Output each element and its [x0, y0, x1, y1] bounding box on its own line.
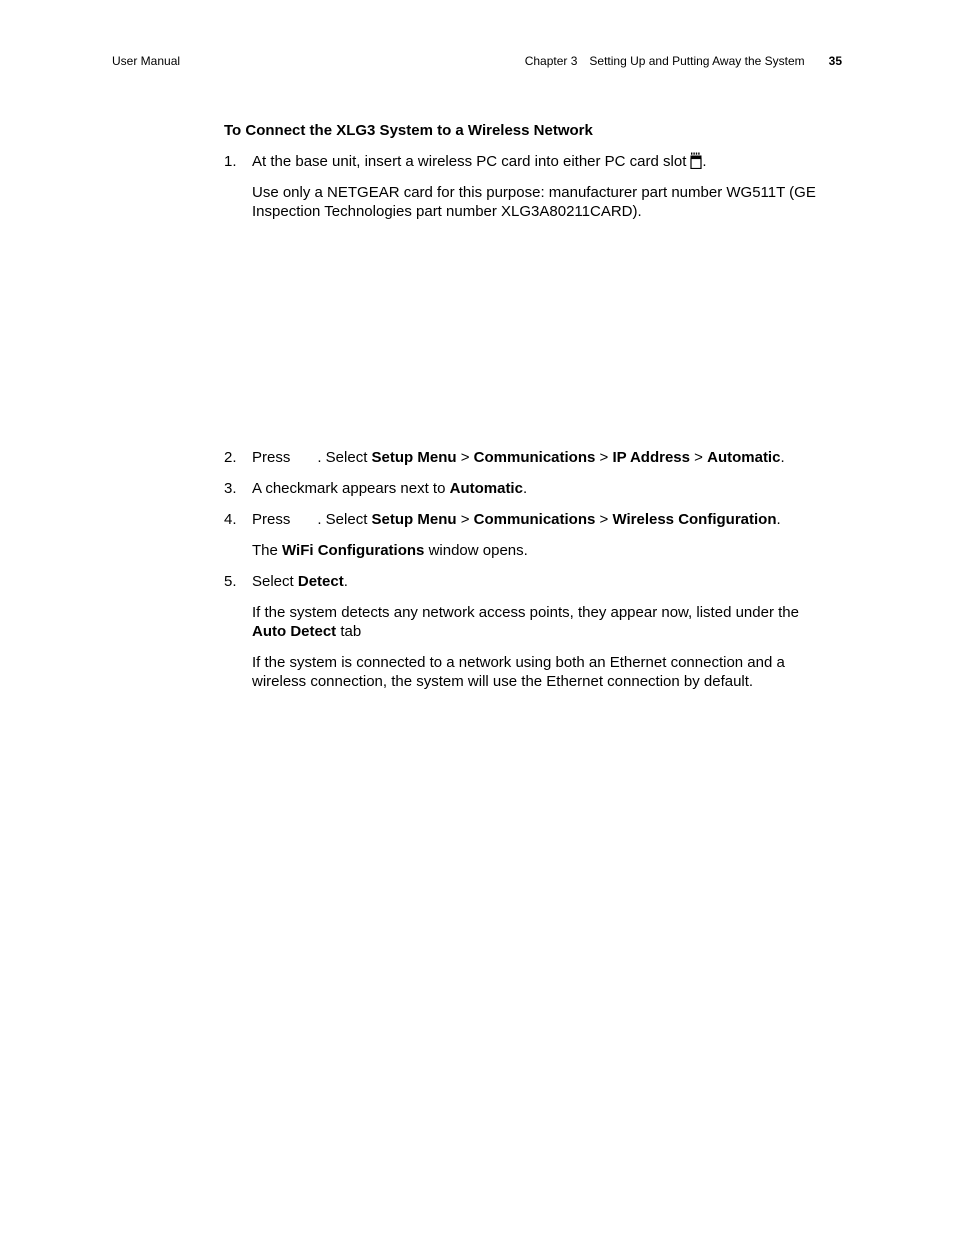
step-end: . [702, 153, 707, 170]
step-text: Select [252, 573, 294, 590]
menu-wireless-configuration: Wireless Configuration [612, 511, 777, 528]
header-chapter-title: Setting Up and Putting Away the System [589, 54, 805, 68]
menu-ip-address: IP Address [612, 449, 690, 466]
step-5-note-2: If the system is connected to a network using both an Ethernet connection and a wireless connection, the system will use the Ethernet connection by default. [252, 654, 785, 690]
menu-automatic: Automatic [707, 449, 781, 466]
step-2 [224, 448, 824, 467]
step-number: 4. [224, 511, 237, 528]
menu-separator: > [599, 449, 609, 466]
step-1 [224, 152, 824, 171]
menu-separator: > [460, 511, 470, 528]
step-select: . Select [317, 511, 368, 528]
header-chapter-info [525, 53, 842, 69]
step-end: . [522, 480, 528, 497]
step-press: Press [252, 511, 291, 528]
step-5 [224, 572, 824, 591]
page-number: 35 [828, 54, 842, 68]
menu-separator: > [694, 449, 703, 466]
step-4 [224, 510, 824, 529]
menu-setup: Setup Menu [371, 449, 457, 466]
note-text: The [252, 542, 278, 559]
step-3 [224, 479, 824, 498]
automatic-label: Automatic [449, 480, 523, 497]
menu-separator: > [599, 511, 609, 528]
page-header [112, 53, 842, 69]
header-chapter: Chapter 3 [524, 54, 578, 68]
step-5-note-1 [224, 603, 824, 641]
pc-card-slot-icon [690, 152, 702, 169]
menu-communications: Communications [473, 511, 596, 528]
note-text: window opens. [428, 542, 528, 559]
step-press: Press [252, 449, 291, 466]
detect-label: Detect [297, 573, 344, 590]
step-end: . [343, 573, 348, 590]
step-end: . [780, 449, 785, 466]
menu-setup: Setup Menu [371, 511, 457, 528]
wifi-configurations-label: WiFi Configurations [282, 542, 425, 559]
step-text: At the base unit, insert a wireless PC card into either PC card slot [252, 153, 687, 170]
step-4-note [224, 541, 824, 560]
step-number: 5. [224, 573, 237, 590]
note-text: If the system detects any network access points, they appear now, listed under the [252, 604, 799, 621]
procedure-title: To Connect the XLG3 System to a Wireless Network [224, 122, 593, 139]
step-text: A checkmark appears next to [252, 480, 446, 497]
step-number: 1. [224, 153, 237, 170]
step-number: 2. [224, 449, 237, 466]
step-select: . Select [317, 449, 368, 466]
figure-space [224, 233, 824, 448]
page-body [224, 121, 824, 703]
menu-separator: > [460, 449, 470, 466]
menu-communications: Communications [473, 449, 596, 466]
auto-detect-label: Auto Detect [252, 623, 337, 640]
note-text: tab [340, 623, 362, 640]
header-manual-title: User Manual [112, 54, 181, 68]
step-end: . [776, 511, 781, 528]
step-number: 3. [224, 480, 237, 497]
step-1-note: Use only a NETGEAR card for this purpose: manufacturer part number WG511T (GE Inspection Technologies part number XLG3A80211CARD). [252, 184, 816, 220]
